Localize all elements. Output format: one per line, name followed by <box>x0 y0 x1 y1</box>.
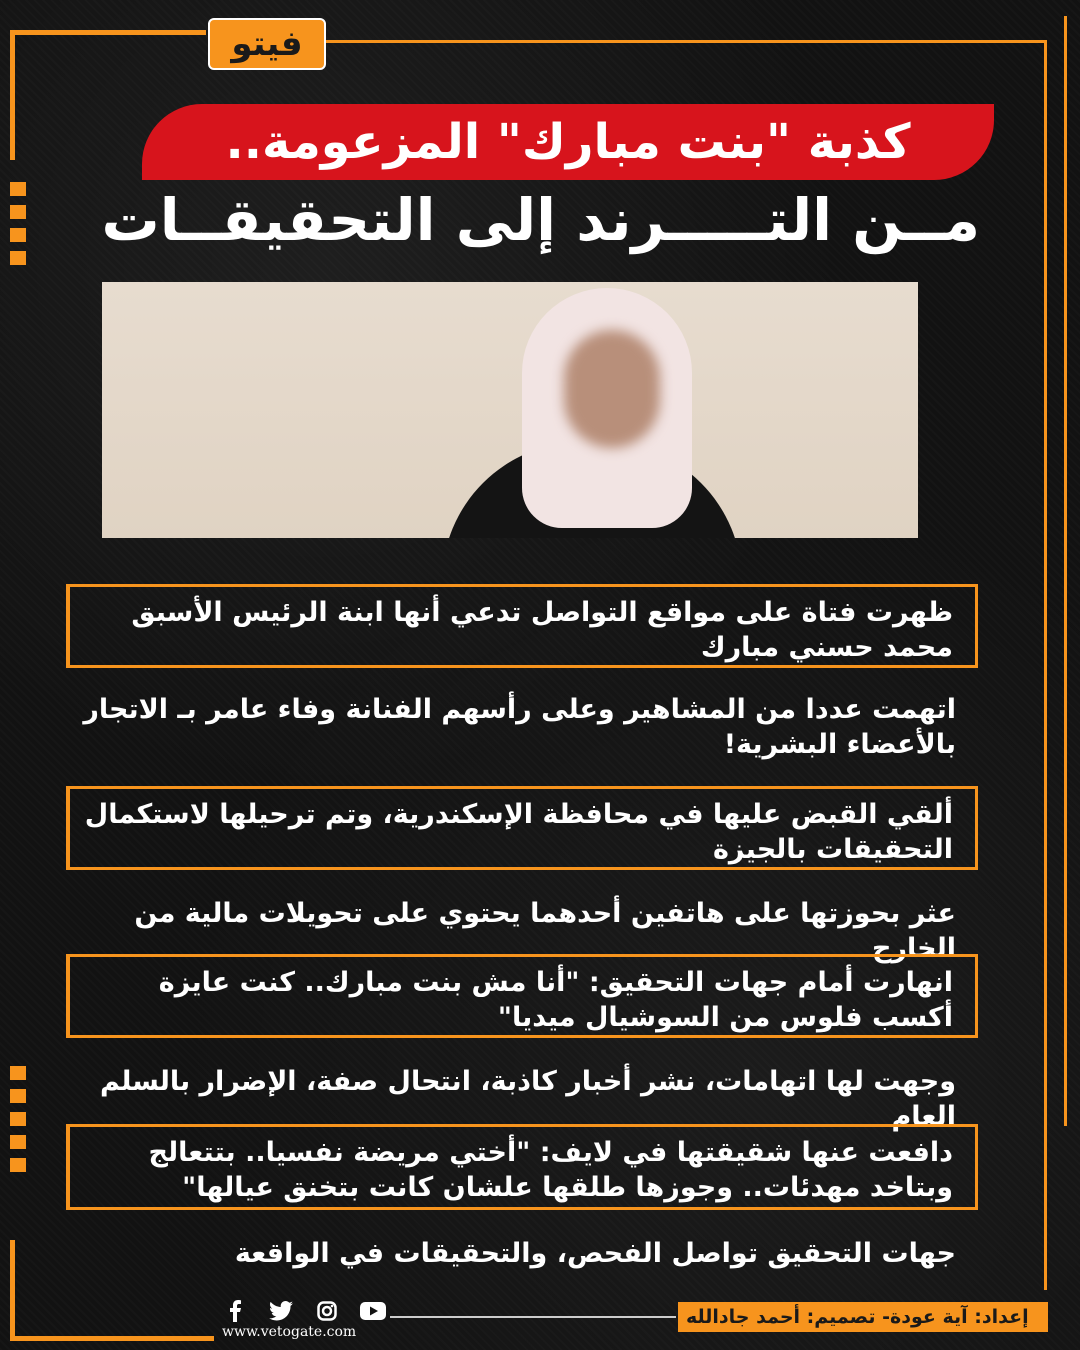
decorative-stripes-bottom <box>10 1066 26 1172</box>
fact-item-8 <box>66 1236 978 1271</box>
fact-item-5 <box>66 954 978 1038</box>
fact-item-2 <box>66 692 978 762</box>
fact-text-8: جهات التحقيق تواصل الفحص، والتحقيقات في الواقعة <box>234 1238 956 1269</box>
credit-text: إعداد: آية عودة- تصميم: أحمد جادالله <box>686 1306 1029 1328</box>
facebook-icon[interactable] <box>222 1300 248 1322</box>
social-icons <box>222 1300 386 1322</box>
logo-text: فيتو <box>231 24 303 64</box>
headline-band <box>142 104 994 180</box>
credit-bar <box>678 1302 1048 1332</box>
fact-text-4: عثر بحوزتها على هاتفين أحدهما يحتوي على تحويلات مالية من الخارج <box>134 898 956 964</box>
fact-item-1 <box>66 584 978 668</box>
frame-top-line-right <box>324 40 1044 43</box>
fact-text-3: ألقي القبض عليها في محافظة الإسكندرية، وتم ترحيلها لاستكمال التحقيقات بالجيزة <box>84 799 953 865</box>
website-url[interactable]: www.vetogate.com <box>222 1324 357 1340</box>
fact-text-1: ظهرت فتاة على مواقع التواصل تدعي أنها ابنة الرئيس الأسبق محمد حسني مبارك <box>131 597 953 663</box>
frame-left-line <box>10 30 15 160</box>
frame-bottom-line-left <box>10 1240 15 1336</box>
fact-item-3 <box>66 786 978 870</box>
headline-line-1: كذبة "بنت مبارك" المزعومة.. <box>225 114 911 170</box>
fact-item-7 <box>66 1124 978 1210</box>
headline-line-2: مــن التـــــرند إلى التحقيقــات <box>101 186 980 254</box>
frame-right-line <box>1044 40 1047 1290</box>
twitter-icon[interactable] <box>268 1300 294 1322</box>
fact-text-5: انهارت أمام جهات التحقيق: "أنا مش بنت مبارك.. كنت عايزة أكسب فلوس من السوشيال ميديا" <box>158 967 953 1033</box>
instagram-icon[interactable] <box>314 1300 340 1322</box>
footer-divider <box>390 1316 676 1318</box>
decorative-stripes-top <box>10 182 26 265</box>
frame-bottom-line <box>10 1336 214 1341</box>
fact-text-2: اتهمت عددا من المشاهير وعلى رأسهم الفنانة وفاء عامر بـ الاتجار بالأعضاء البشرية! <box>83 694 956 760</box>
fact-text-6: وجهت لها اتهامات، نشر أخبار كاذبة، انتحال صفة، الإضرار بالسلم العام <box>100 1066 956 1132</box>
fact-text-7: دافعت عنها شقيقتها في لايف: "أختي مريضة نفسيا.. بتتعالج وبتاخد مهدئات.. وجوزها طلقها علشان كانت بتخنق عيالها" <box>148 1137 953 1203</box>
frame-right-line-inner <box>1064 16 1067 1126</box>
youtube-icon[interactable] <box>360 1300 386 1322</box>
vetogate-logo <box>208 18 326 70</box>
frame-top-line <box>10 30 206 35</box>
photo-blurred-face <box>564 330 660 448</box>
subject-photo <box>102 282 918 538</box>
